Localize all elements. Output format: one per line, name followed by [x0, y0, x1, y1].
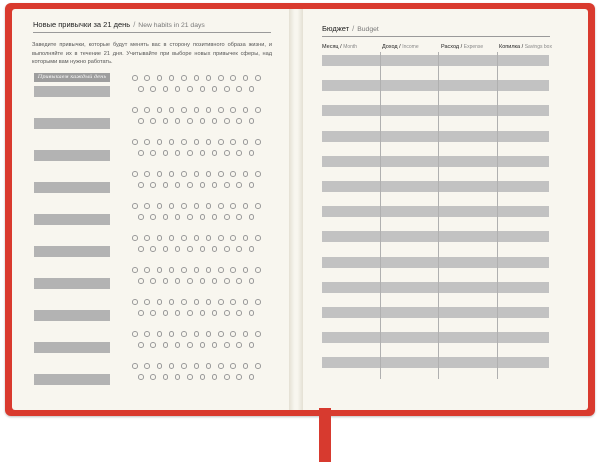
column-divider	[497, 52, 498, 379]
habits-title	[33, 20, 205, 29]
day-checkbox[interactable]	[157, 331, 163, 337]
day-checkbox[interactable]	[181, 107, 187, 113]
budget-row[interactable]	[322, 357, 549, 368]
day-checkbox[interactable]	[150, 214, 156, 220]
day-checkbox[interactable]	[236, 214, 242, 220]
day-checkbox[interactable]	[157, 107, 163, 113]
day-checkbox[interactable]	[218, 299, 224, 305]
day-checkbox[interactable]	[175, 246, 181, 252]
day-checkbox[interactable]	[144, 107, 150, 113]
day-checkbox[interactable]	[187, 150, 193, 156]
day-checkbox[interactable]	[181, 139, 187, 145]
column-divider	[438, 52, 439, 379]
day-checkbox[interactable]	[138, 150, 144, 156]
day-checkbox[interactable]	[150, 278, 156, 284]
day-checkbox[interactable]	[230, 139, 236, 145]
day-checkbox[interactable]	[255, 139, 261, 145]
day-checkbox[interactable]	[163, 310, 169, 316]
budget-row[interactable]	[322, 131, 549, 142]
budget-title-ru: Бюджет	[322, 24, 350, 33]
day-checkbox[interactable]	[200, 278, 206, 284]
day-checkbox[interactable]	[181, 363, 187, 369]
column-savings-en: Savings box	[524, 44, 552, 50]
day-checkbox[interactable]	[187, 182, 193, 188]
day-checkbox[interactable]	[224, 278, 230, 284]
day-checkbox[interactable]	[243, 171, 249, 177]
day-checkbox[interactable]	[255, 203, 261, 209]
day-checkbox[interactable]	[194, 235, 200, 241]
day-checkbox[interactable]	[224, 246, 230, 252]
day-checkbox[interactable]	[144, 139, 150, 145]
day-checkbox[interactable]	[243, 267, 249, 273]
day-checkbox[interactable]	[218, 235, 224, 241]
day-checkbox[interactable]	[187, 310, 193, 316]
budget-row[interactable]	[322, 332, 549, 343]
day-checkbox[interactable]	[169, 363, 175, 369]
day-checkbox[interactable]	[206, 139, 212, 145]
day-checkbox[interactable]	[157, 203, 163, 209]
habit-bar[interactable]	[34, 246, 110, 257]
day-checkbox[interactable]	[150, 150, 156, 156]
habit-bar[interactable]	[34, 278, 110, 289]
day-checkbox[interactable]	[169, 299, 175, 305]
day-checkbox[interactable]	[194, 363, 200, 369]
day-checkbox[interactable]	[249, 310, 255, 316]
day-checkbox[interactable]	[255, 171, 261, 177]
day-checkbox[interactable]	[212, 118, 218, 124]
budget-row[interactable]	[322, 105, 549, 116]
day-checkbox[interactable]	[181, 75, 187, 81]
day-checkbox[interactable]	[255, 267, 261, 273]
day-checkbox[interactable]	[230, 75, 236, 81]
day-checkbox[interactable]	[132, 235, 138, 241]
day-checkbox[interactable]	[163, 278, 169, 284]
budget-title	[322, 24, 379, 33]
day-checkbox[interactable]	[163, 150, 169, 156]
day-checkbox[interactable]	[163, 214, 169, 220]
budget-row[interactable]	[322, 282, 549, 293]
day-checkbox[interactable]	[138, 374, 144, 380]
day-checkbox[interactable]	[218, 107, 224, 113]
budget-row[interactable]	[322, 156, 549, 167]
day-checkbox[interactable]	[212, 150, 218, 156]
day-checkbox[interactable]	[169, 75, 175, 81]
day-checkbox[interactable]	[206, 299, 212, 305]
day-checkbox[interactable]	[157, 299, 163, 305]
day-checkbox[interactable]	[175, 342, 181, 348]
habit-bar[interactable]	[34, 214, 110, 225]
day-checkbox[interactable]	[169, 107, 175, 113]
budget-row[interactable]	[322, 307, 549, 318]
day-checkbox[interactable]	[157, 235, 163, 241]
day-checkbox[interactable]	[255, 235, 261, 241]
day-checkbox[interactable]	[144, 267, 150, 273]
day-checkbox[interactable]	[138, 310, 144, 316]
day-checkbox[interactable]	[249, 342, 255, 348]
column-savings: Копилка / Savings box	[499, 44, 552, 50]
column-month: Месяц / Month	[322, 44, 358, 50]
day-checkbox[interactable]	[194, 203, 200, 209]
day-checkbox[interactable]	[157, 363, 163, 369]
column-income-en: Income	[402, 44, 419, 50]
day-checkbox[interactable]	[157, 139, 163, 145]
day-checkbox[interactable]	[249, 214, 255, 220]
day-checkbox[interactable]	[169, 331, 175, 337]
day-checkbox[interactable]	[255, 299, 261, 305]
column-month-en: Month	[343, 44, 358, 50]
day-checkbox[interactable]	[144, 75, 150, 81]
day-checkbox[interactable]	[249, 150, 255, 156]
habits-title-rule	[33, 32, 271, 33]
day-checkbox[interactable]	[236, 118, 242, 124]
day-checkbox[interactable]	[194, 267, 200, 273]
day-checkbox[interactable]	[212, 246, 218, 252]
day-checkbox[interactable]	[181, 235, 187, 241]
day-checkbox[interactable]	[200, 342, 206, 348]
day-checkbox[interactable]	[230, 235, 236, 241]
day-checkbox[interactable]	[212, 310, 218, 316]
day-checkbox[interactable]	[187, 246, 193, 252]
day-checkbox[interactable]	[169, 267, 175, 273]
column-income: Доход / Income	[382, 44, 419, 50]
day-checkbox[interactable]	[200, 118, 206, 124]
page-gutter	[289, 9, 303, 410]
day-checkbox[interactable]	[194, 107, 200, 113]
column-expense-ru: Расход	[441, 44, 460, 50]
day-checkbox[interactable]	[144, 363, 150, 369]
day-checkbox[interactable]	[194, 331, 200, 337]
day-checkbox[interactable]	[157, 267, 163, 273]
budget-title-separator: /	[352, 24, 355, 33]
day-checkbox[interactable]	[144, 171, 150, 177]
day-checkbox[interactable]	[212, 278, 218, 284]
day-checkbox[interactable]	[243, 139, 249, 145]
day-checkbox[interactable]	[206, 235, 212, 241]
day-checkbox[interactable]	[218, 203, 224, 209]
column-income-ru: Доход	[382, 44, 398, 50]
day-checkbox[interactable]	[206, 171, 212, 177]
day-checkbox[interactable]	[236, 310, 242, 316]
day-checkbox[interactable]	[236, 150, 242, 156]
column-savings-ru: Копилка	[499, 44, 521, 50]
day-checkbox[interactable]	[175, 214, 181, 220]
day-checkbox[interactable]	[236, 246, 242, 252]
day-checkbox[interactable]	[144, 203, 150, 209]
day-checkbox[interactable]	[132, 363, 138, 369]
day-checkbox[interactable]	[194, 299, 200, 305]
day-checkbox[interactable]	[138, 278, 144, 284]
day-checkbox[interactable]	[175, 150, 181, 156]
day-checkbox[interactable]	[224, 214, 230, 220]
day-checkbox[interactable]	[230, 299, 236, 305]
day-checkbox[interactable]	[187, 86, 193, 92]
day-checkbox[interactable]	[243, 363, 249, 369]
day-checkbox[interactable]	[206, 363, 212, 369]
day-checkbox[interactable]	[236, 86, 242, 92]
day-checkbox[interactable]	[138, 246, 144, 252]
day-checkbox[interactable]	[175, 310, 181, 316]
day-checkbox[interactable]	[249, 86, 255, 92]
habit-bar[interactable]	[34, 182, 110, 193]
day-checkbox[interactable]	[206, 75, 212, 81]
day-checkbox[interactable]	[230, 363, 236, 369]
bookmark-ribbon[interactable]	[319, 408, 331, 462]
day-checkbox[interactable]	[224, 86, 230, 92]
day-checkbox[interactable]	[138, 86, 144, 92]
day-checkbox[interactable]	[132, 331, 138, 337]
day-checkbox[interactable]	[163, 182, 169, 188]
day-checkbox[interactable]	[150, 182, 156, 188]
day-checkbox[interactable]	[187, 278, 193, 284]
day-checkbox[interactable]	[181, 203, 187, 209]
day-checkbox[interactable]	[150, 310, 156, 316]
day-checkbox[interactable]	[224, 118, 230, 124]
day-checkbox[interactable]	[255, 363, 261, 369]
day-checkbox[interactable]	[169, 171, 175, 177]
day-checkbox[interactable]	[249, 374, 255, 380]
day-checkbox[interactable]	[150, 342, 156, 348]
day-checkbox[interactable]	[175, 182, 181, 188]
day-checkbox[interactable]	[206, 107, 212, 113]
day-checkbox[interactable]	[169, 139, 175, 145]
day-checkbox[interactable]	[212, 214, 218, 220]
day-checkbox[interactable]	[187, 118, 193, 124]
budget-row[interactable]	[322, 206, 549, 217]
day-checkbox[interactable]	[224, 150, 230, 156]
day-checkbox[interactable]	[212, 374, 218, 380]
day-checkbox[interactable]	[230, 107, 236, 113]
day-checkbox[interactable]	[132, 75, 138, 81]
day-checkbox[interactable]	[212, 342, 218, 348]
day-checkbox[interactable]	[200, 150, 206, 156]
day-checkbox[interactable]	[206, 267, 212, 273]
day-checkbox[interactable]	[218, 75, 224, 81]
day-checkbox[interactable]	[236, 278, 242, 284]
title-separator: /	[133, 20, 136, 29]
day-checkbox[interactable]	[255, 107, 261, 113]
day-checkbox[interactable]	[187, 342, 193, 348]
day-checkbox[interactable]	[200, 374, 206, 380]
budget-row[interactable]	[322, 231, 549, 242]
day-checkbox[interactable]	[200, 182, 206, 188]
day-checkbox[interactable]	[175, 374, 181, 380]
day-checkbox[interactable]	[218, 363, 224, 369]
day-checkbox[interactable]	[243, 331, 249, 337]
day-checkbox[interactable]	[181, 171, 187, 177]
day-checkbox[interactable]	[181, 299, 187, 305]
habit-bar[interactable]	[34, 118, 110, 129]
column-expense: Расход / Expense	[441, 44, 484, 50]
budget-row[interactable]	[322, 257, 549, 268]
day-checkbox[interactable]	[144, 299, 150, 305]
day-checkbox[interactable]	[138, 214, 144, 220]
budget-row[interactable]	[322, 80, 549, 91]
day-checkbox[interactable]	[163, 374, 169, 380]
day-checkbox[interactable]	[243, 75, 249, 81]
day-checkbox[interactable]	[187, 374, 193, 380]
day-checkbox[interactable]	[255, 75, 261, 81]
day-checkbox[interactable]	[255, 331, 261, 337]
day-checkbox[interactable]	[132, 299, 138, 305]
day-checkbox[interactable]	[132, 267, 138, 273]
day-checkbox[interactable]	[194, 139, 200, 145]
day-checkbox[interactable]	[157, 171, 163, 177]
day-checkbox[interactable]	[181, 267, 187, 273]
day-checkbox[interactable]	[181, 331, 187, 337]
day-checkbox[interactable]	[230, 171, 236, 177]
day-checkbox[interactable]	[150, 118, 156, 124]
day-checkbox[interactable]	[175, 86, 181, 92]
day-checkbox[interactable]	[206, 203, 212, 209]
day-checkbox[interactable]	[200, 310, 206, 316]
day-checkbox[interactable]	[218, 331, 224, 337]
day-checkbox[interactable]	[132, 107, 138, 113]
habit-bar[interactable]	[34, 86, 110, 97]
budget-title-rule	[322, 36, 550, 37]
day-checkbox[interactable]	[163, 118, 169, 124]
day-checkbox[interactable]	[218, 139, 224, 145]
habit-bar[interactable]	[34, 310, 110, 321]
day-checkbox[interactable]	[194, 75, 200, 81]
day-checkbox[interactable]	[200, 246, 206, 252]
day-checkbox[interactable]	[132, 203, 138, 209]
day-checkbox[interactable]	[169, 235, 175, 241]
column-month-ru: Месяц	[322, 44, 339, 50]
day-checkbox[interactable]	[249, 182, 255, 188]
day-checkbox[interactable]	[175, 278, 181, 284]
day-checkbox[interactable]	[132, 171, 138, 177]
habits-title-ru: Новые привычки за 21 день	[33, 20, 131, 29]
habit-bar[interactable]	[34, 342, 110, 353]
budget-title-en: Budget	[357, 26, 379, 33]
day-checkbox[interactable]	[150, 246, 156, 252]
day-checkbox[interactable]	[163, 246, 169, 252]
day-checkbox[interactable]	[236, 342, 242, 348]
day-checkbox[interactable]	[243, 299, 249, 305]
budget-row[interactable]	[322, 181, 549, 192]
day-checkbox[interactable]	[212, 86, 218, 92]
day-checkbox[interactable]	[200, 86, 206, 92]
habits-intro-text: Заведите привычки, которые будут менять вас в сторону позитивного образа жизни, и выполняйте их в течение 21 дня. Учитывайте при выборе новых привычек сферы, над которыми вам нужно работать.	[32, 42, 272, 66]
habit-bar[interactable]	[34, 374, 110, 385]
column-divider	[380, 52, 381, 379]
day-checkbox[interactable]	[218, 171, 224, 177]
day-checkbox[interactable]	[243, 203, 249, 209]
day-checkbox[interactable]	[187, 214, 193, 220]
day-checkbox[interactable]	[169, 203, 175, 209]
day-checkbox[interactable]	[243, 107, 249, 113]
day-checkbox[interactable]	[132, 139, 138, 145]
day-checkbox[interactable]	[200, 214, 206, 220]
day-checkbox[interactable]	[236, 374, 242, 380]
day-checkbox[interactable]	[150, 374, 156, 380]
day-checkbox[interactable]	[249, 278, 255, 284]
day-checkbox[interactable]	[249, 118, 255, 124]
day-checkbox[interactable]	[163, 342, 169, 348]
day-checkbox[interactable]	[236, 182, 242, 188]
day-checkbox[interactable]	[144, 331, 150, 337]
day-checkbox[interactable]	[224, 374, 230, 380]
day-checkbox[interactable]	[175, 118, 181, 124]
day-checkbox[interactable]	[249, 246, 255, 252]
habits-column-header: Привыкаем каждый день	[34, 73, 110, 82]
day-checkbox[interactable]	[138, 118, 144, 124]
day-checkbox[interactable]	[218, 267, 224, 273]
day-checkbox[interactable]	[138, 342, 144, 348]
day-checkbox[interactable]	[224, 310, 230, 316]
day-checkbox[interactable]	[230, 331, 236, 337]
day-checkbox[interactable]	[243, 235, 249, 241]
day-checkbox[interactable]	[230, 203, 236, 209]
day-checkbox[interactable]	[157, 75, 163, 81]
day-checkbox[interactable]	[224, 182, 230, 188]
day-checkbox[interactable]	[194, 171, 200, 177]
habit-bar[interactable]	[34, 150, 110, 161]
day-checkbox[interactable]	[206, 331, 212, 337]
day-checkbox[interactable]	[230, 267, 236, 273]
day-checkbox[interactable]	[224, 342, 230, 348]
day-checkbox[interactable]	[144, 235, 150, 241]
day-checkbox[interactable]	[138, 182, 144, 188]
day-checkbox[interactable]	[163, 86, 169, 92]
column-expense-en: Expense	[463, 44, 484, 50]
habits-title-en: New habits in 21 days	[138, 22, 205, 29]
budget-row[interactable]	[322, 55, 549, 66]
day-checkbox[interactable]	[150, 86, 156, 92]
day-checkbox[interactable]	[212, 182, 218, 188]
